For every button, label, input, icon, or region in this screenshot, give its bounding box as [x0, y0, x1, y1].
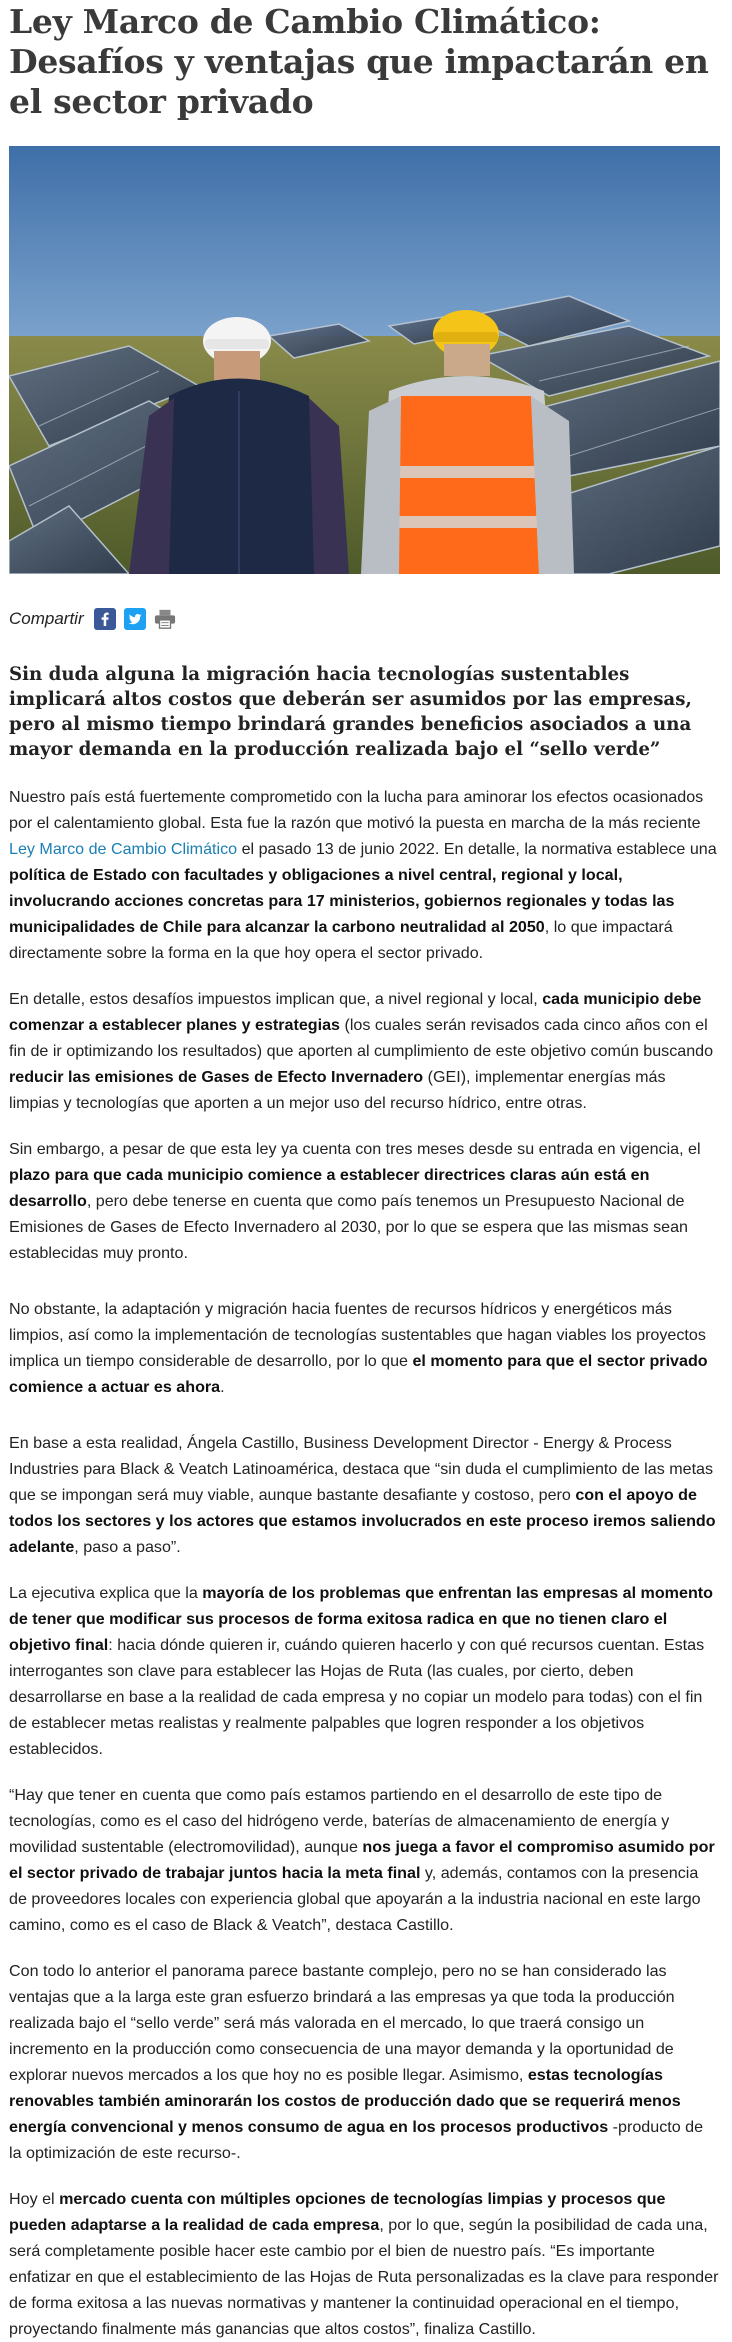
article-title: Ley Marco de Cambio Climático: Desafíos y ventajas que impactarán en el sector privado [9, 2, 709, 121]
twitter-icon[interactable] [124, 608, 146, 630]
hero-image [9, 146, 720, 574]
share-label: Compartir [9, 609, 84, 628]
paragraph-3: Sin embargo, a pesar de que esta ley ya cuenta con tres meses desde su entrada en vigencia, el plazo para que cada municipio comience a establecer directrices claras aún está en desarrollo, pero debe tenerse en cuenta que como país tenemos un Presupuesto Nacional de Emisiones de Gases de Efecto Invernadero al 2030, por lo que se espera que las mismas sean establecidas muy pronto. [9, 1140, 701, 1262]
paragraph-8: Con todo lo anterior el panorama parece bastante complejo, pero no se han considerado las ventajas que a la larga este gran esfuerzo brindará a las empresas ya que toda la producción realizada bajo el “sello verde” será más valorada en el mercado, lo que traerá consigo un incremento en la producción como consecuencia de una mayor demanda y la oportunidad de explorar nuevos mercados a los que hoy no es posible llegar. Asimismo, estas tecnologías renovables también aminorarán los costos de producción dado que se requerirá menos energía convencional y menos consumo de agua en los procesos productivos -producto de la optimización de este recurso-. [9, 1962, 704, 2162]
paragraph-1: Nuestro país está fuertemente comprometido con la lucha para aminorar los efectos ocasionados por el calentamiento global. Esta fue la razón que motivó la puesta en marcha de la más reciente Ley Marco de Cambio Climático el pasado 13 de junio 2022. En detalle, la normativa establece una política de Estado con facultades y obligaciones a nivel central, regional y local, involucrando acciones concretas para 17 ministerios, gobiernos regionales y todas las municipalidades de Chile para alcanzar la carbono neutralidad al 2050, lo que impactará directamente sobre la forma en la que hoy opera el sector privado. [9, 788, 717, 962]
paragraph-9: Hoy el mercado cuenta con múltiples opciones de tecnologías limpias y procesos que pueden adaptarse a la realidad de cada empresa, por lo que, según la posibilidad de cada una, será completamente posible hacer este cambio por el bien de nuestro país. “Es importante enfatizar en que el establecimiento de las Hojas de Ruta personalizadas es la clave para responder de forma exitosa a las nuevas normativas y mantener la continuidad operacional en el tiempo, proyectando finalmente más ganancias que altos costos”, finaliza Castillo. [9, 2190, 719, 2338]
ley-marco-link[interactable]: Ley Marco de Cambio Climático [9, 840, 238, 858]
article-lead: Sin duda alguna la migración hacia tecnologías sustentables implicará altos costos que deberán ser asumidos por las empresas, pero al mismo tiempo brindará grandes beneficios asociados a una mayor demanda en la producción realizada bajo el “sello verde” [9, 664, 692, 760]
share-bar [9, 604, 720, 634]
facebook-icon[interactable] [94, 608, 116, 630]
paragraph-6: La ejecutiva explica que la mayoría de los problemas que enfrentan las empresas al momento de tener que modificar sus procesos de forma exitosa radica en que no tienen claro el objetivo final: hacia dónde quieren ir, cuándo quieren hacerlo y con qué recursos cuentan. Estas interrogantes son clave para establecer las Hojas de Ruta (las cuales, por cierto, deben desarrollarse en base a la realidad de cada empresa y no copiar un modelo para todas) con el fin de establecer metas realistas y realmente palpables que logren responder a los objetivos establecidos. [9, 1584, 713, 1758]
paragraph-7: “Hay que tener en cuenta que como país estamos partiendo en el desarrollo de este tipo de tecnologías, como es el caso del hidrógeno verde, baterías de almacenamiento de energía y movilidad sustentable (electromovilidad), aunque nos juega a favor el compromiso asumido por el sector privado de trabajar juntos hacia la meta final y, además, contamos con la presencia de proveedores locales con experiencia global que apoyarán a la industria nacional en este largo camino, como es el caso de Black & Veatch”, destaca Castillo. [9, 1786, 715, 1934]
paragraph-2: En detalle, estos desafíos impuestos implican que, a nivel regional y local, cada municipio debe comenzar a establecer planes y estrategias (los cuales serán revisados cada cinco años con el fin de ir optimizando los resultados) que aporten al cumplimiento de este objetivo común buscando reducir las emisiones de Gases de Efecto Invernadero (GEI), implementar energías más limpias y tecnologías que aporten a un mejor uso del recurso hídrico, entre otras. [9, 990, 714, 1112]
paragraph-5: En base a esta realidad, Ángela Castillo, Business Development Director - Energy & Process Industries para Black & Veatch Latinoamérica, destaca que “sin duda el cumplimiento de las metas que se impongan será muy viable, aunque bastante desafiante y costoso, pero con el apoyo de todos los sectores y los actores que estamos involucrados en este proceso iremos saliendo adelante, paso a paso”. [9, 1434, 716, 1556]
print-icon[interactable] [154, 608, 176, 630]
paragraph-4: No obstante, la adaptación y migración hacia fuentes de recursos hídricos y energéticos más limpios, así como la implementación de tecnologías sustentables que hagan viables los proyectos implica un tiempo considerable de desarrollo, por lo que el momento para que el sector privado comience a actuar es ahora. [9, 1300, 708, 1396]
